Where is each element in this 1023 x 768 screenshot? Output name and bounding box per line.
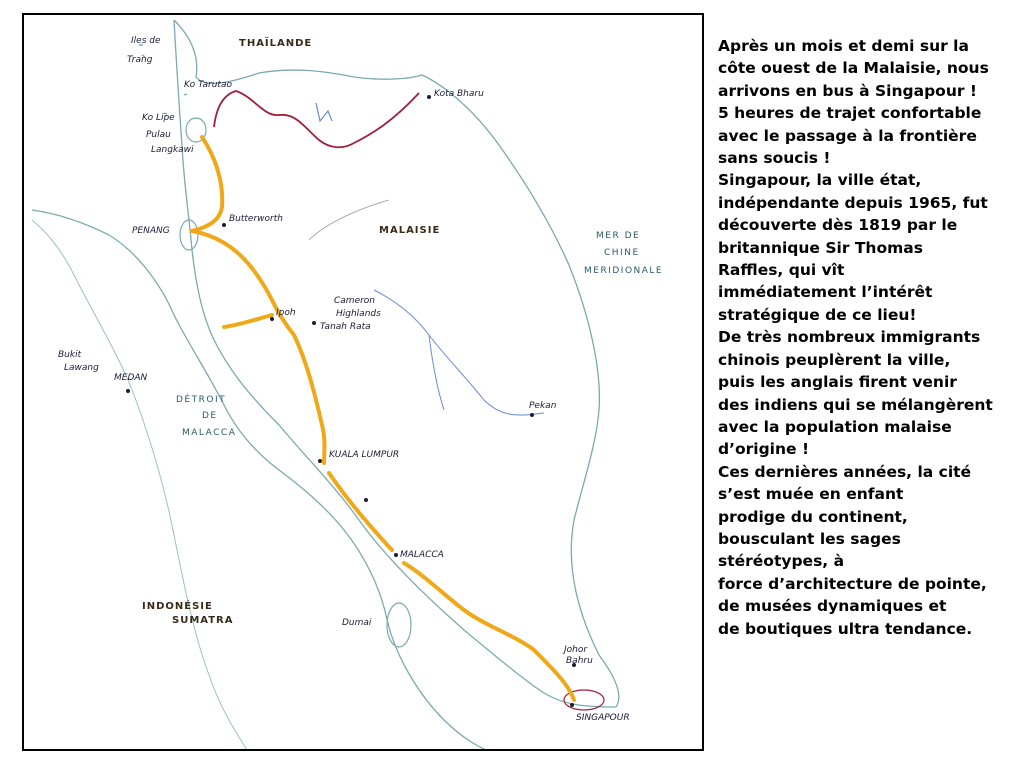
label-penang: PENANG <box>132 226 170 236</box>
map-canvas <box>24 15 704 751</box>
article-line: Après un mois et demi sur la <box>718 37 969 55</box>
label-pekan: Pekan <box>529 401 557 411</box>
sumatra-coast <box>32 210 494 751</box>
article-line: de musées dynamiques et <box>718 597 947 616</box>
label-kuala-lumpur: KUALA LUMPUR <box>329 450 400 460</box>
label-dumai: Dumai <box>342 618 372 628</box>
label-malacca: MALACCA <box>400 550 444 560</box>
article-line: stratégique de ce lieu! <box>718 305 917 324</box>
article-line: des indiens qui se mélangèrent <box>718 395 993 414</box>
label-cameron-highlands-2: Highlands <box>336 309 381 319</box>
hand-drawn-map <box>22 13 704 751</box>
label-tanah-rata: Tanah Rata <box>320 322 371 332</box>
article-line: De très nombreux immigrants <box>718 328 981 347</box>
river-north <box>316 103 332 121</box>
label-johor-bahru-2: Bahru <box>566 656 593 666</box>
article-line: sans soucis ! <box>718 149 831 168</box>
article-line: Raffles, qui vît <box>718 261 845 280</box>
label-strait-2: DE <box>202 411 218 421</box>
label-china-sea-2: CHINE <box>604 248 640 258</box>
article-line: Singapour, la ville état, <box>718 171 922 190</box>
article-line: force d’architecture de pointe, <box>718 574 987 593</box>
article-line: chinois peuplèrent la ville, <box>718 350 951 369</box>
label-medan: MEDAN <box>114 373 148 383</box>
article-line: Ces dernières années, la cité <box>718 462 972 481</box>
rupat-island <box>387 603 411 647</box>
label-ko-tarutao: Ko Tarutao <box>184 80 232 90</box>
article-line: côte ouest de la Malaisie, nous <box>718 59 989 78</box>
label-indonesia: INDONÉSIE <box>142 601 213 612</box>
label-bukit-lawang-1: Bukit <box>58 350 82 360</box>
article-line: 5 heures de trajet confortable <box>718 104 982 123</box>
label-singapour: SINGAPOUR <box>576 713 630 723</box>
highland-ridge <box>309 200 389 240</box>
label-ipoh: Ipoh <box>276 308 296 318</box>
label-pulau-langkawi-1: Pulau <box>146 130 171 140</box>
article-line: avec le passage à la frontière <box>718 126 977 145</box>
article-text <box>718 35 1018 640</box>
article-line: d’origine ! <box>718 440 810 459</box>
label-strait-1: DÉTROIT <box>176 395 227 405</box>
article-line: indépendante depuis 1965, fut <box>718 193 988 212</box>
label-china-sea-1: MER DE <box>596 231 641 241</box>
label-iles-trang-1: Iles de <box>131 36 161 46</box>
label-kota-bharu: Kota Bharu <box>434 89 484 99</box>
label-strait-3: MALACCA <box>182 428 237 438</box>
article-line: puis les anglais firent venir <box>718 373 957 392</box>
thai-malaysian-border <box>214 91 419 147</box>
article-line: arrivons en bus à Singapour ! <box>718 81 977 100</box>
river-pahang <box>374 290 544 415</box>
article-line: bousculant les sages <box>718 529 901 548</box>
article-line: immédiatement l’intérêt <box>718 283 933 302</box>
label-butterworth: Butterworth <box>229 214 283 224</box>
label-pulau-langkawi-2: Langkawi <box>151 145 194 155</box>
label-sumatra: SUMATRA <box>172 615 234 626</box>
label-thailand: THAÏLANDE <box>239 38 313 49</box>
article-line: de boutiques ultra tendance. <box>718 619 973 638</box>
article-line: s’est muée en enfant <box>718 485 904 504</box>
label-china-sea-3: MERIDIONALE <box>584 266 664 276</box>
article-line: avec la population malaise <box>718 417 952 436</box>
label-johor-bahru-1: Johor <box>564 645 588 655</box>
label-iles-trang-2: Trang <box>127 55 153 65</box>
label-ko-lipe: Ko Lipe <box>142 113 175 123</box>
label-malaysia: MALAISIE <box>379 225 441 236</box>
article-line: prodige du continent, <box>718 507 908 526</box>
sumatra-inner-coast <box>32 220 249 751</box>
article-line: découverte dès 1819 par le <box>718 216 958 235</box>
label-bukit-lawang-2: Lawang <box>64 363 99 373</box>
article-line: stéréotypes, à <box>718 552 845 571</box>
article-line: britannique Sir Thomas <box>718 238 923 257</box>
label-cameron-highlands-1: Cameron <box>334 296 376 306</box>
